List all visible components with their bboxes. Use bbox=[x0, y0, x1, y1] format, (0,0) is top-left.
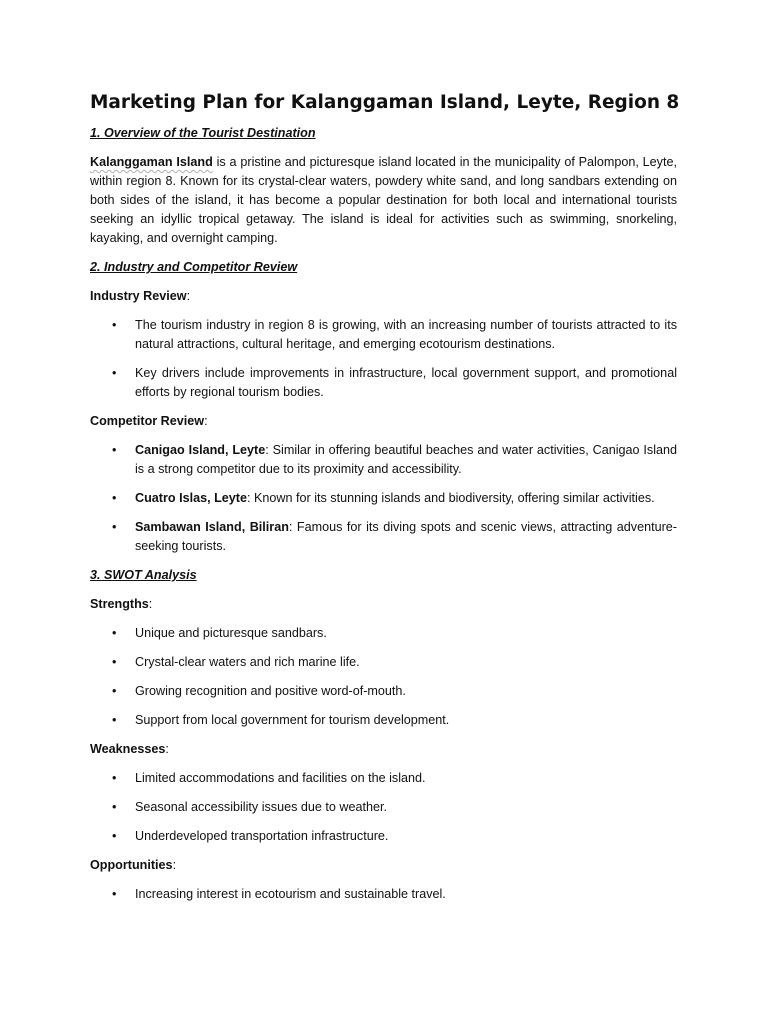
document-page bbox=[90, 90, 680, 914]
bullet-icon: • bbox=[112, 318, 117, 332]
document-title: Marketing Plan for Kalanggaman Island, Leyte, Region 8 bbox=[90, 92, 680, 113]
competitor-list bbox=[90, 441, 677, 556]
section-heading-overview: 1. Overview of the Tourist Destination bbox=[90, 126, 316, 140]
section-heading-industry: 2. Industry and Competitor Review bbox=[90, 260, 298, 274]
bullet-icon: • bbox=[112, 800, 117, 814]
competitor-name: Cuatro Islas, Leyte bbox=[135, 491, 247, 505]
section-heading-swot: 3. SWOT Analysis bbox=[90, 568, 197, 582]
list-item: • Sambawan Island, Biliran: Famous for its diving spots and scenic views, attracting adventure-seeking tourists. bbox=[112, 520, 677, 553]
competitor-name: Canigao Island, Leyte bbox=[135, 443, 266, 457]
weaknesses-list bbox=[90, 769, 677, 846]
industry-review-list bbox=[90, 316, 677, 402]
list-item: • Seasonal accessibility issues due to weather. bbox=[90, 798, 677, 817]
bullet-icon: • bbox=[112, 443, 117, 457]
bullet-icon: • bbox=[112, 366, 117, 380]
overview-lead: Kalanggaman Island bbox=[90, 155, 213, 169]
list-item: • Support from local government for tourism development. bbox=[90, 711, 677, 730]
list-item: • Crystal-clear waters and rich marine life. bbox=[90, 653, 677, 672]
strengths-list bbox=[90, 624, 677, 730]
list-item: • Underdeveloped transportation infrastructure. bbox=[90, 827, 677, 846]
list-item: • Unique and picturesque sandbars. bbox=[90, 624, 677, 643]
list-item: • Growing recognition and positive word-of-mouth. bbox=[90, 682, 677, 701]
bullet-icon: • bbox=[112, 520, 117, 534]
bullet-icon: • bbox=[112, 771, 117, 785]
list-item: • Cuatro Islas, Leyte: Known for its stunning islands and biodiversity, offering similar activities. bbox=[90, 489, 677, 508]
bullet-icon: • bbox=[112, 713, 117, 727]
bullet-icon: • bbox=[112, 684, 117, 698]
bullet-icon: • bbox=[112, 829, 117, 843]
overview-paragraph bbox=[90, 153, 677, 248]
competitor-name: Sambawan Island, Biliran bbox=[135, 520, 289, 534]
overview-text: is a pristine and picturesque island located in the municipality of Palompon, Leyte, within region 8. Known for its crystal-clear waters, powdery white sand, and long sandbars extending on both sides of the island, it has become a popular destination for both local and international tourists seeking an idyllic tropical getaway. The island is ideal for activities such as swimming, snorkeling, kayaking, and overnight camping. bbox=[90, 155, 677, 245]
bullet-icon: • bbox=[112, 626, 117, 640]
list-item: • The tourism industry in region 8 is growing, with an increasing number of tourists attracted to its natural attractions, cultural heritage, and emerging ecotourism destinations. bbox=[112, 318, 677, 351]
industry-review-label: Industry Review: bbox=[90, 289, 191, 303]
list-item: • Increasing interest in ecotourism and sustainable travel. bbox=[90, 885, 677, 904]
opportunities-label: Opportunities: bbox=[90, 858, 177, 872]
competitor-review-label: Competitor Review: bbox=[90, 414, 208, 428]
bullet-icon: • bbox=[112, 491, 117, 505]
strengths-label: Strengths: bbox=[90, 597, 153, 611]
list-item: • Canigao Island, Leyte: Similar in offering beautiful beaches and water activities, Canigao Island is a strong competitor due to its proximity and accessibility. bbox=[112, 443, 677, 476]
bullet-icon: • bbox=[112, 887, 117, 901]
opportunities-list bbox=[90, 885, 677, 904]
list-item: • Limited accommodations and facilities on the island. bbox=[90, 769, 677, 788]
bullet-icon: • bbox=[112, 655, 117, 669]
weaknesses-label: Weaknesses: bbox=[90, 742, 169, 756]
list-item: • Key drivers include improvements in infrastructure, local government support, and promotional efforts by regional tourism bodies. bbox=[112, 366, 677, 399]
